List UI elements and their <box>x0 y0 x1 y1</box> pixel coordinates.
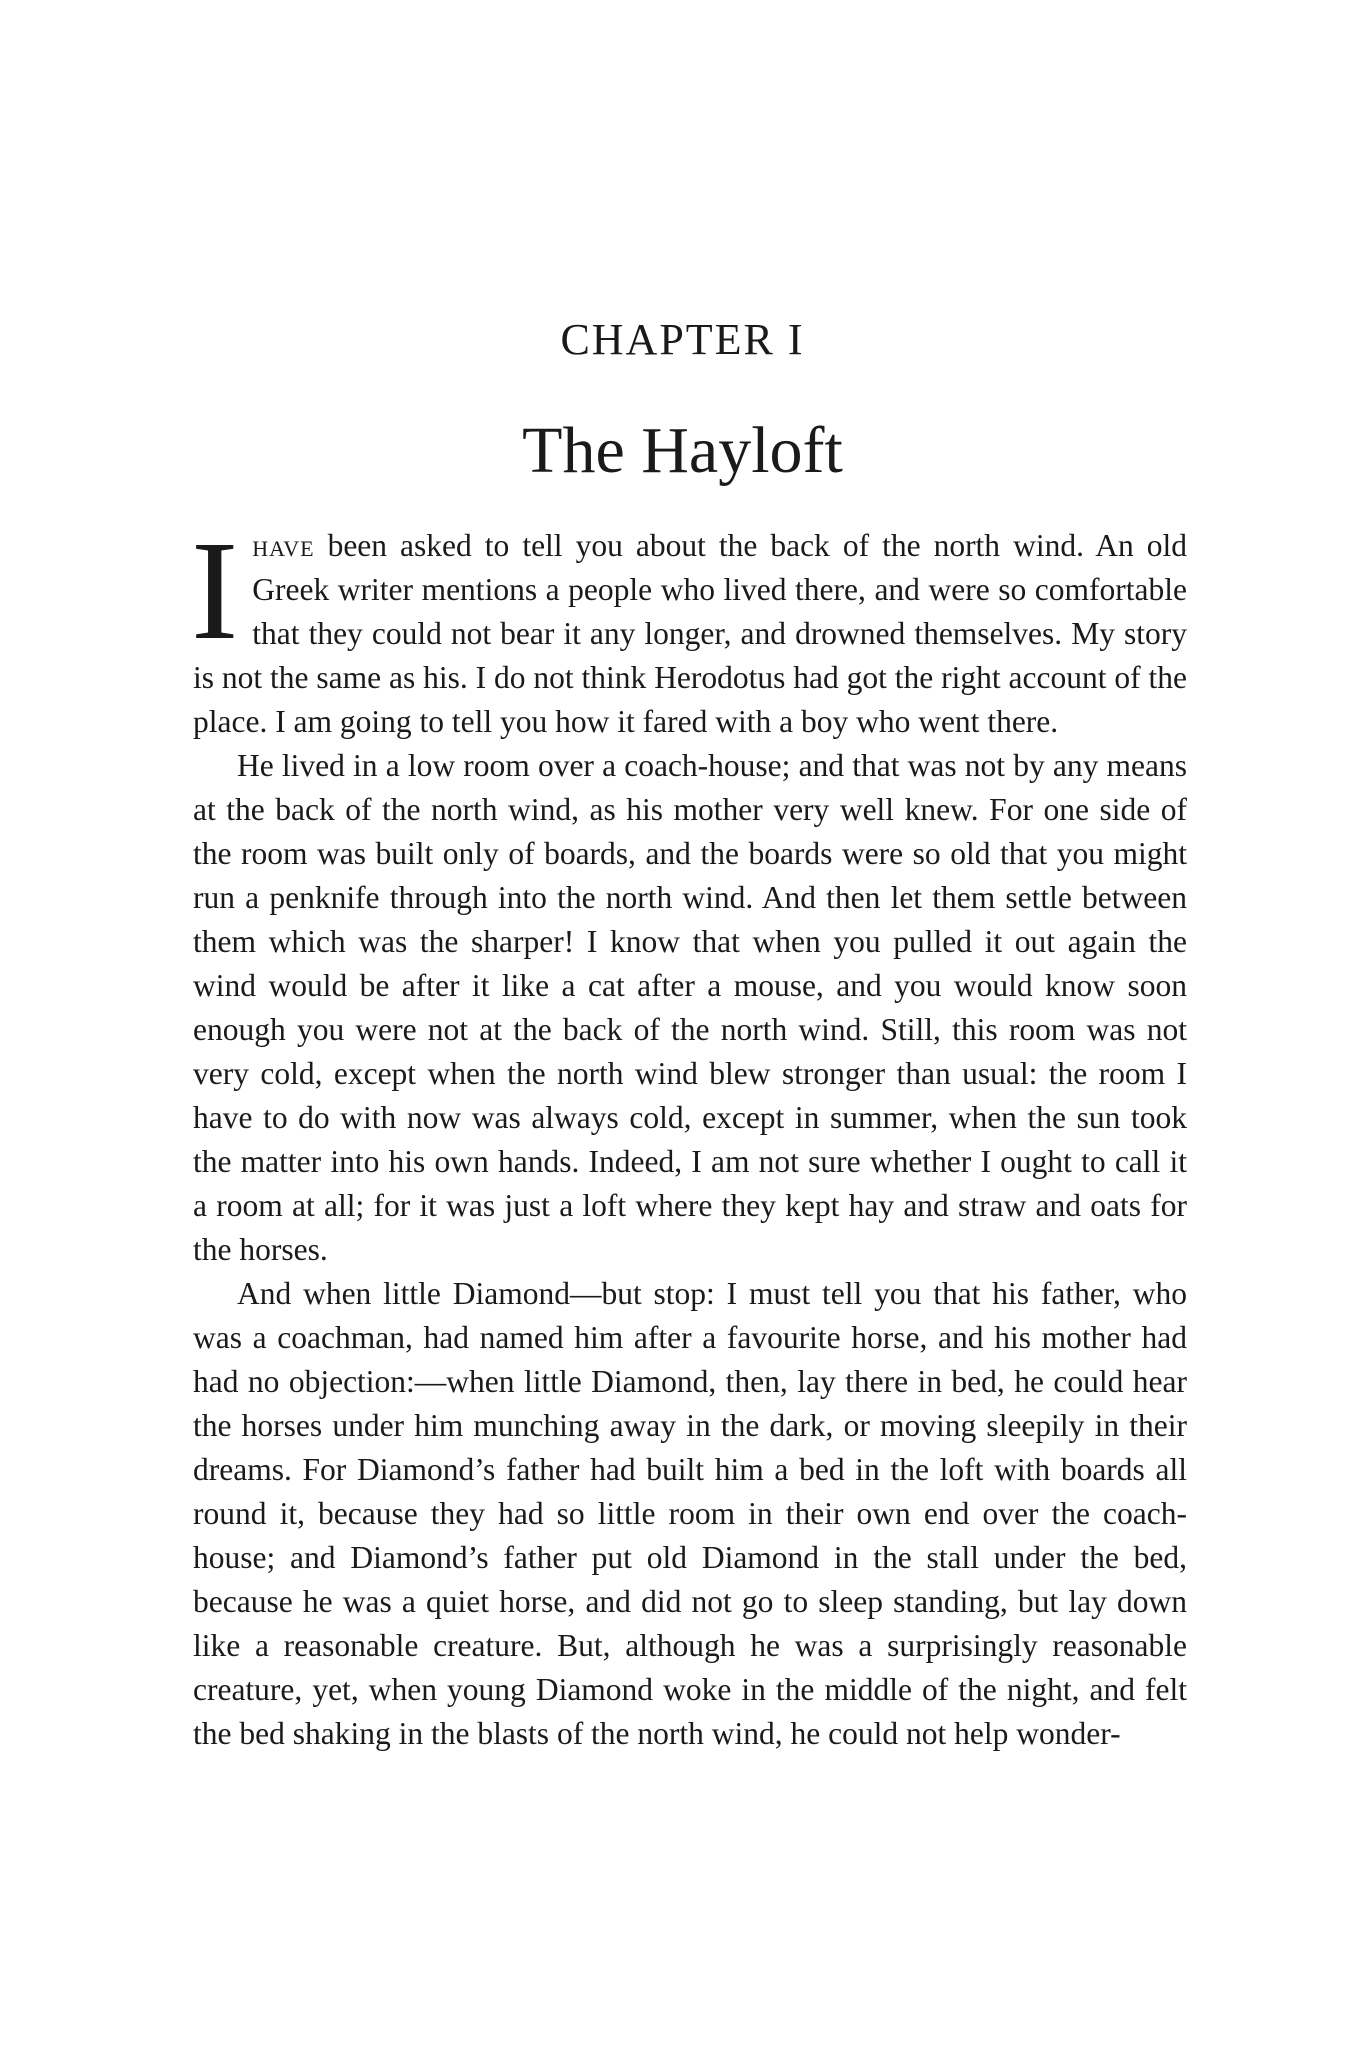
paragraph-2: He lived in a low room over a coach-house; and that was not by any means at the back of the north wind, as his mother very well knew. For one side of the room was built only of boards, and the boards were so old that you might run a penknife through into the north wind. And then let them settle between them which was the sharper! I know that when you pulled it out again the wind would be after it like a cat after a mouse, and you would know soon enough you were not at the back of the north wind. Still, this room was not very cold, except when the north wind blew stronger than usual: the room I have to do with now was always cold, except in summer, when the sun took the matter into his own hands. Indeed, I am not sure whether I ought to call it a room at all; for it was just a loft where they kept hay and straw and oats for the horses. <box>193 748 1187 1267</box>
paragraph-3: And when little Diamond—but stop: I must tell you that his father, who was a coachman, had named him after a favourite horse, and his mother had had no objection:—when little Diamond, then, lay there in bed, he could hear the horses under him munching away in the dark, or moving sleepily in their dreams. For Diamond’s father had built him a bed in the loft with boards all round it, because they had so little room in their own end over the coach-house; and Diamond’s father put old Diamond in the stall under the bed, because he was a quiet horse, and did not go to sleep standing, but lay down like a reasonable creature. But, although he was a surprisingly reasonable creature, yet, when young Diamond woke in the middle of the night, and felt the bed shaking in the blasts of the north wind, he could not help wonder- <box>193 1276 1187 1751</box>
drop-cap: I <box>191 511 239 669</box>
opening-small-caps: have <box>252 528 315 563</box>
chapter-title: The Hayloft <box>522 414 843 487</box>
chapter-number: CHAPTER I <box>560 315 805 364</box>
chapter-body <box>191 511 1187 1756</box>
paragraph-1-text: been asked to tell you about the back of the north wind. An old Greek writer mentions a people who lived there, and were so comfortable that they could not bear it any longer, and drowned themselves. My story is not the same as his. I do not think Herodotus had got the right account of the place. I am going to tell you how it fared with a boy who went there. <box>193 528 1187 739</box>
paragraph-1 <box>191 511 1187 744</box>
